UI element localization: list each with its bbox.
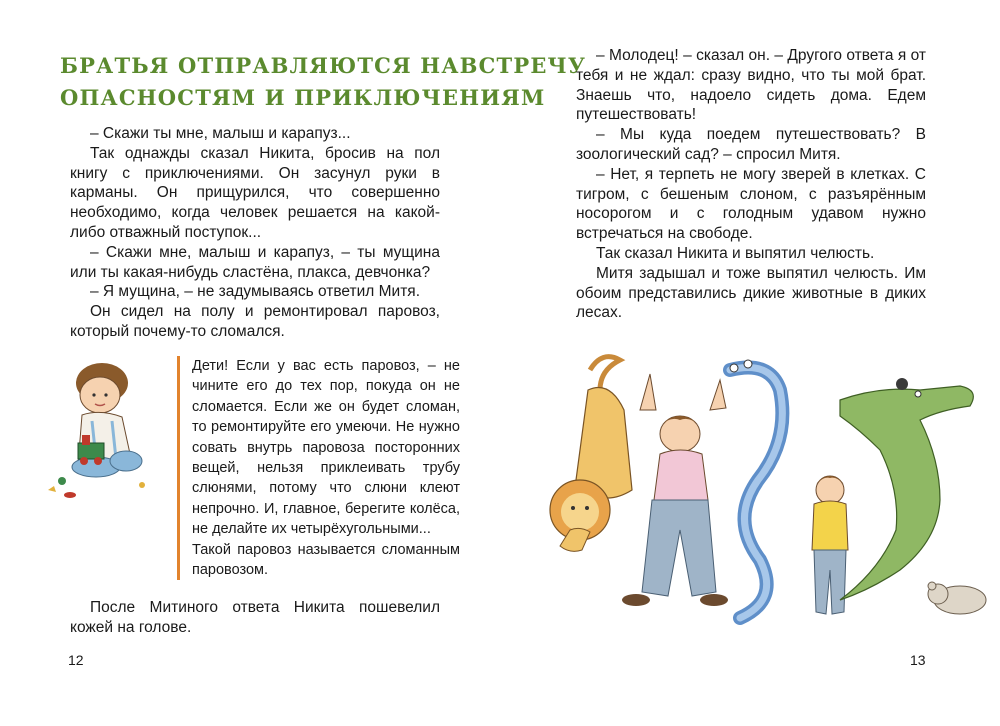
paragraph: – Мы куда поедем путешествовать? В зоологический сад? – спросил Митя. bbox=[576, 126, 926, 163]
snake-figure bbox=[730, 360, 782, 618]
paragraph: – Я мущина, – не задумываясь ответил Митя. bbox=[90, 283, 420, 301]
note-text: Дети! Если у вас есть паровоз, – не чините его до тех пор, покуда он не сломается. Если же он будет сломан, то ремонтируйте его умеючи. Не нужно совать внутрь паровоза посторонних вещей, нельзя приклеивать трубу слюнями, потому что слюни клеют непрочно. И, главное, берегите колёса, не делайте их четырёхугольными... bbox=[192, 358, 460, 538]
paragraph: Так сказал Никита и выпятил челюсть. bbox=[596, 244, 875, 262]
right-body-text bbox=[576, 46, 926, 323]
note-text: Такой паровоз называется сломанным паровозом. bbox=[192, 541, 460, 579]
right-page bbox=[500, 0, 1000, 726]
left-body-text bbox=[70, 124, 440, 342]
nikita-figure bbox=[622, 374, 728, 606]
paragraph: – Скажи ты мне, малыш и карапуз... bbox=[90, 125, 351, 142]
page-number-left: 12 bbox=[68, 652, 84, 668]
paragraph: Митя задышал и тоже выпятил челюсть. Им обоим представились дикие животные в диких лесах. bbox=[576, 264, 926, 322]
wild-animals-illustration bbox=[540, 350, 1000, 630]
paragraph: – Молодец! – сказал он. – Другого ответа я от тебя и не ждал: сразу видно, что ты мой брат. Знаешь что, надоело сидеть дома. Едем путешествовать! bbox=[576, 47, 926, 124]
paragraph: Так однажды сказал Никита, бросив на пол книгу с приключениями. Он засунул руки в карманы. Он прищурился, что совершенно необходимо, когда человек решается на какой-либо отважный поступок... bbox=[70, 144, 440, 241]
mitya-figure bbox=[812, 476, 848, 614]
paragraph: После Митиного ответа Никита пошевелил кожей на голове. bbox=[70, 599, 440, 636]
lion-figure bbox=[550, 357, 632, 552]
crocodile-figure bbox=[840, 378, 973, 600]
left-bottom-text bbox=[70, 598, 440, 638]
paragraph: – Нет, я терпеть не могу зверей в клетках. С тигром, с бешеным слоном, с разъярённым носорогом и с голодным удавом нужно встречаться на свободе. bbox=[576, 165, 926, 243]
teddy-bear-figure bbox=[928, 582, 986, 614]
paragraph: Он сидел на полу и ремонтировал паровоз, который почему-то сломался. bbox=[70, 303, 440, 340]
chapter-title-line-1: БРАТЬЯ ОТПРАВЛЯЮТСЯ НАВСТРЕЧУ bbox=[60, 53, 587, 78]
page-number-right: 13 bbox=[910, 652, 926, 668]
chapter-title-line-2: ОПАСНОСТЯМ И ПРИКЛЮЧЕНИЯМ bbox=[60, 85, 546, 110]
author-note bbox=[177, 356, 460, 580]
boy-repairing-train-illustration bbox=[40, 355, 160, 505]
chapter-title bbox=[60, 50, 587, 114]
paragraph: – Скажи мне, малыш и карапуз, – ты мущина или ты какая-нибудь сластёна, плакса, девчонка? bbox=[70, 243, 440, 281]
